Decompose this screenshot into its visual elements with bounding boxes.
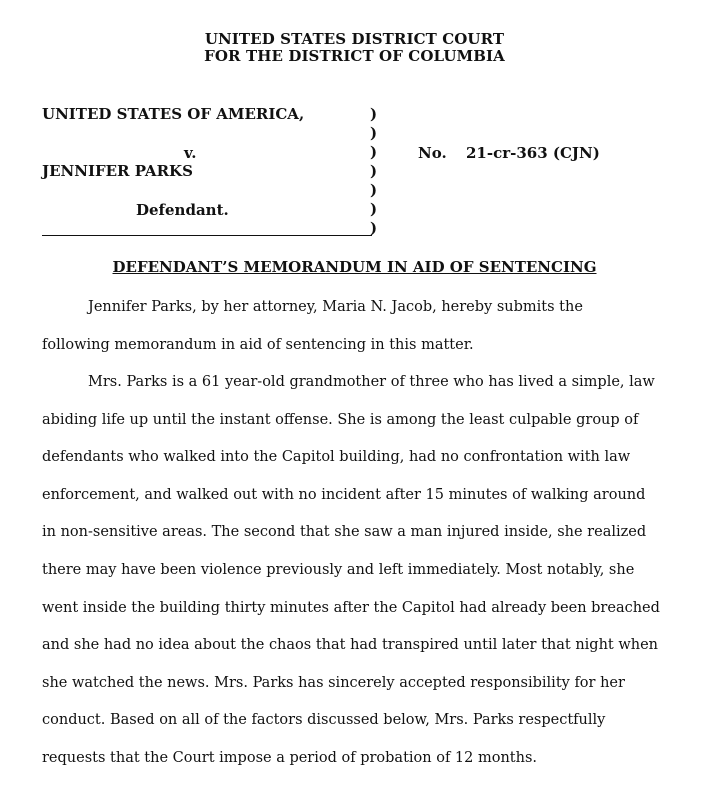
caption-rule xyxy=(42,235,372,236)
court-name: UNITED STATES DISTRICT COURT xyxy=(204,30,505,48)
memorandum-title: DEFENDANT’S MEMORANDUM IN AID OF SENTENCING xyxy=(112,258,597,276)
paragraph-line: she watched the news. Mrs. Parks has sincerely accepted responsibility for her xyxy=(42,675,625,691)
caption-paren: ) xyxy=(370,162,378,180)
defendant-name: JENNIFER PARKS xyxy=(42,162,193,180)
paragraph-line: went inside the building thirty minutes after the Capitol had already been breached xyxy=(42,600,660,616)
plaintiff-name: UNITED STATES OF AMERICA, xyxy=(42,105,305,123)
caption-paren: ) xyxy=(370,200,378,218)
paragraph-line: in non-sensitive areas. The second that she saw a man injured inside, she realized xyxy=(42,524,647,540)
caption-paren: ) xyxy=(370,105,378,123)
paragraph-line: and she had no idea about the chaos that had transpired until later that night when xyxy=(42,637,659,653)
paragraph-line: there may have been violence previously and left immediately. Most notably, she xyxy=(42,562,635,578)
court-district: FOR THE DISTRICT OF COLUMBIA xyxy=(204,47,505,65)
caption-paren: ) xyxy=(370,124,378,142)
paragraph-line: Jennifer Parks, by her attorney, Maria N. Jacob, hereby submits the xyxy=(88,299,583,315)
paragraph-line: enforcement, and walked out with no incident after 15 minutes of walking around xyxy=(42,487,646,503)
caption-paren: ) xyxy=(370,143,378,161)
versus-label: v. xyxy=(184,144,197,162)
defendant-label: Defendant. xyxy=(136,201,229,219)
paragraph-line: conduct. Based on all of the factors discussed below, Mrs. Parks respectfully xyxy=(42,712,606,728)
caption-paren: ) xyxy=(370,219,378,237)
paragraph-line: abiding life up until the instant offense. She is among the least culpable group of xyxy=(42,412,639,428)
paragraph-line: requests that the Court impose a period of probation of 12 months. xyxy=(42,750,538,766)
paragraph-line: Mrs. Parks is a 61 year-old grandmother of three who has lived a simple, law xyxy=(88,374,655,390)
paragraph-line: following memorandum in aid of sentencing in this matter. xyxy=(42,337,474,353)
case-number-label: No. xyxy=(418,144,447,162)
paragraph-line: defendants who walked into the Capitol building, had no confrontation with law xyxy=(42,449,631,465)
case-number: 21-cr-363 (CJN) xyxy=(466,144,600,162)
caption-paren: ) xyxy=(370,181,378,199)
